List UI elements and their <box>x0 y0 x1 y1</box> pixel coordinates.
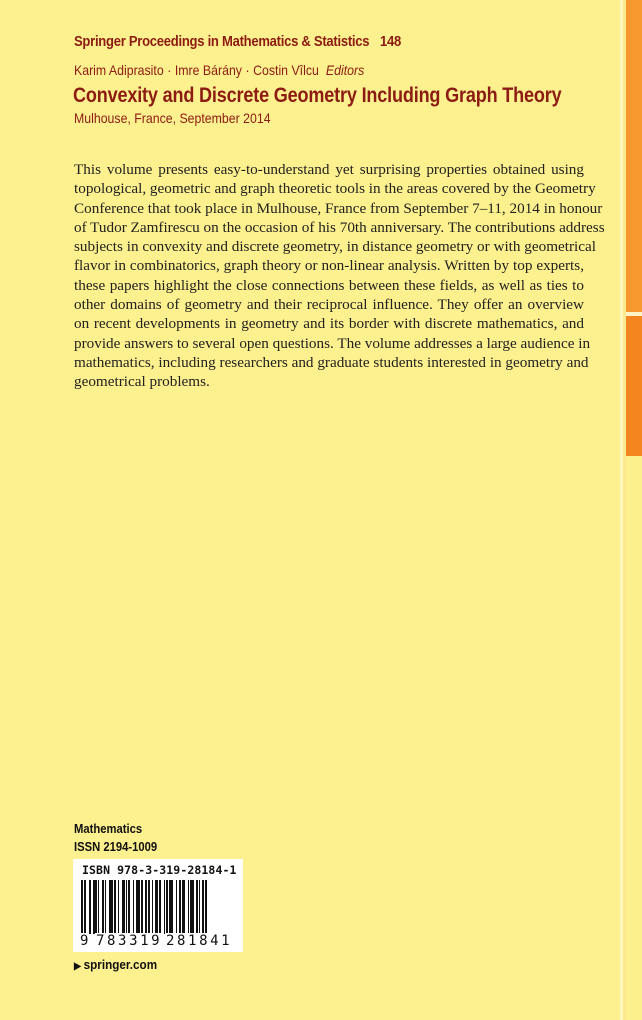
blurb-paragraph <box>74 160 605 392</box>
barcode-right-group: 281841 <box>166 933 233 949</box>
editors-role: Editors <box>325 62 365 78</box>
blurb-line: mathematics, including researchers and graduate students interested in geometry and <box>74 353 589 371</box>
edge-stripe-bottom <box>626 316 642 456</box>
blurb-line: topological, geometric and graph theoretic tools in the areas covered by the Geometry <box>74 180 596 198</box>
series-name: Springer Proceedings in Mathematics & Statistics <box>74 34 370 50</box>
barcode-left-group: 783319 <box>96 933 163 949</box>
blurb-line: of Tudor Zamfirescu on the occasion of his 70th anniversary. The contributions address <box>74 218 605 236</box>
editors-line <box>74 62 364 78</box>
volume-number: 148 <box>380 34 402 50</box>
editor-name: Imre Bárány <box>174 62 242 78</box>
blurb-line: on recent developments in geometry and its border with discrete mathematics, and <box>74 315 584 333</box>
blurb-line: geometrical problems. <box>74 373 210 391</box>
blurb-line: flavor in combinatorics, graph theory or non-linear analysis. Written by top experts, <box>74 257 584 275</box>
editor-name: Karim Adiprasito <box>74 62 164 78</box>
editor-separator: · <box>245 62 250 78</box>
subject-label: Mathematics <box>74 822 143 836</box>
barcode-digits <box>79 933 239 951</box>
issn-label: ISSN 2194-1009 <box>74 840 158 854</box>
blurb-line: provide answers to several open questions. The volume addresses a large audience in <box>74 334 591 352</box>
edge-stripe-rest <box>626 456 642 1020</box>
isbn-barcode <box>73 859 243 952</box>
series-line <box>74 34 401 50</box>
blurb-line: these papers highlight the close connections between these fields, as well as ties to <box>74 276 584 294</box>
book-title: Convexity and Discrete Geometry Including Graph Theory <box>73 84 562 107</box>
blurb-line: This volume presents easy-to-understand yet surprising properties obtained using <box>74 161 584 178</box>
blurb-line: other domains of geometry and their reciprocal influence. They offer an overview <box>74 296 584 314</box>
isbn-text: ISBN 978-3-319-28184-1 <box>82 863 237 877</box>
editor-name: Costin Vîlcu <box>253 62 319 78</box>
barcode-first-digit: 9 <box>80 933 89 949</box>
blurb-line: subjects in convexity and discrete geometry, in distance geometry or with geometrical <box>74 238 596 256</box>
editor-separator: · <box>167 62 172 78</box>
triangle-right-icon: ▶ <box>74 961 81 972</box>
blurb-line: Conference that took place in Mulhouse, France from September 7–11, 2014 in honour <box>74 199 603 217</box>
book-subtitle: Mulhouse, France, September 2014 <box>74 110 271 126</box>
edge-stripe-top <box>626 0 642 312</box>
website-link[interactable] <box>74 957 157 972</box>
website-text: springer.com <box>83 957 158 972</box>
